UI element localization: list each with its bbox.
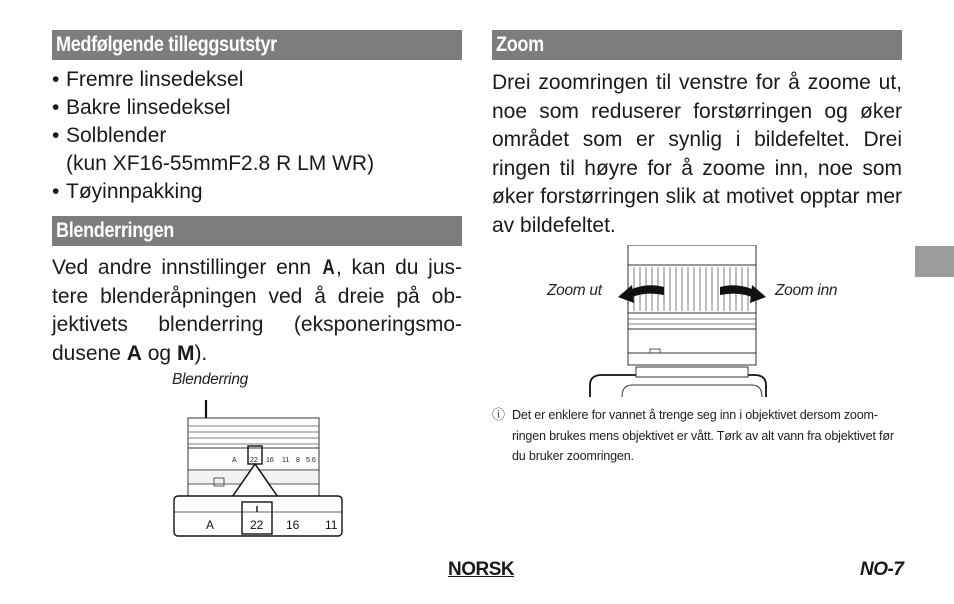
caution-note bbox=[492, 405, 904, 467]
zoom-mark-11: 11 bbox=[325, 518, 338, 532]
list-item-label: Solblender bbox=[66, 124, 167, 147]
list-item bbox=[52, 122, 462, 178]
accessories-list bbox=[52, 66, 462, 206]
zoom-out-label: Zoom ut bbox=[547, 282, 602, 299]
zoom-in-label: Zoom inn bbox=[775, 282, 838, 299]
ring-mark-5-6: 5.6 bbox=[306, 457, 316, 464]
accessories-heading-text: Medfølgende tilleggsutstyr bbox=[56, 33, 277, 56]
zoom-heading bbox=[492, 30, 902, 60]
right-column bbox=[492, 30, 902, 240]
zoom-paragraph: Drei zoomringen til venstre for å zoome ut, noe som reduserer forstørringen og øker området som er synlig i bildefeltet. Drei ringen til høyre for å zoome inn, noe som øker forstørringen slik at motivet opptar mer av bildefeltet. bbox=[492, 71, 902, 237]
aperture-text-and: og bbox=[141, 341, 177, 365]
aperture-paragraph bbox=[52, 254, 462, 368]
mode-m-label: M bbox=[176, 341, 195, 365]
aperture-ring-label: Blenderring bbox=[172, 371, 248, 388]
aperture-text-end: ). bbox=[194, 341, 208, 365]
list-item-label: Bakre linsedeksel bbox=[66, 96, 231, 119]
list-item-sub: (kun XF16-55mmF2.8 R LM WR) bbox=[66, 152, 375, 175]
mode-a-symbol: A bbox=[322, 256, 335, 279]
ring-mark-11: 11 bbox=[282, 457, 290, 464]
caution-icon: ⓘ bbox=[492, 407, 506, 422]
list-item bbox=[52, 66, 462, 94]
ring-mark-22: 22 bbox=[250, 457, 258, 464]
aperture-text-2: , kan du jus-tere blenderåpningen ved å dreie på ob-jektivets blenderring (eksponeringsmo-dusene bbox=[52, 256, 462, 365]
aperture-ring-illustration bbox=[170, 396, 345, 542]
aperture-heading bbox=[52, 216, 462, 246]
zoom-mark-22: 22 bbox=[250, 518, 264, 532]
ring-mark-a: A bbox=[232, 457, 237, 464]
mode-a-label: A bbox=[126, 341, 142, 365]
caution-text: Det er enklere for vannet å trenge seg inn i objektivet dersom zoom-ringen brukes mens objektivet er vått. Tørk av alt vann fra objektivet før du bruker zoomringen. bbox=[512, 408, 894, 463]
list-item-label: Tøyinnpakking bbox=[66, 180, 203, 203]
zoom-mark-16: 16 bbox=[286, 518, 300, 532]
zoom-heading-text: Zoom bbox=[496, 33, 544, 56]
accessories-heading bbox=[52, 30, 462, 60]
footer-page-number: NO-7 bbox=[860, 559, 904, 580]
footer-language: NORSK bbox=[448, 559, 515, 580]
aperture-heading-text: Blenderringen bbox=[56, 219, 174, 242]
left-column bbox=[52, 30, 462, 368]
zoom-ring-illustration bbox=[588, 245, 768, 397]
section-side-tab bbox=[915, 246, 954, 277]
zoom-mark-a: A bbox=[206, 518, 215, 532]
list-item bbox=[52, 94, 462, 122]
ring-mark-16: 16 bbox=[266, 457, 274, 464]
list-item-label: Fremre linsedeksel bbox=[66, 68, 244, 91]
ring-mark-8: 8 bbox=[296, 457, 300, 464]
list-item bbox=[52, 178, 462, 206]
aperture-text-1: Ved andre innstillinger enn bbox=[52, 256, 321, 279]
